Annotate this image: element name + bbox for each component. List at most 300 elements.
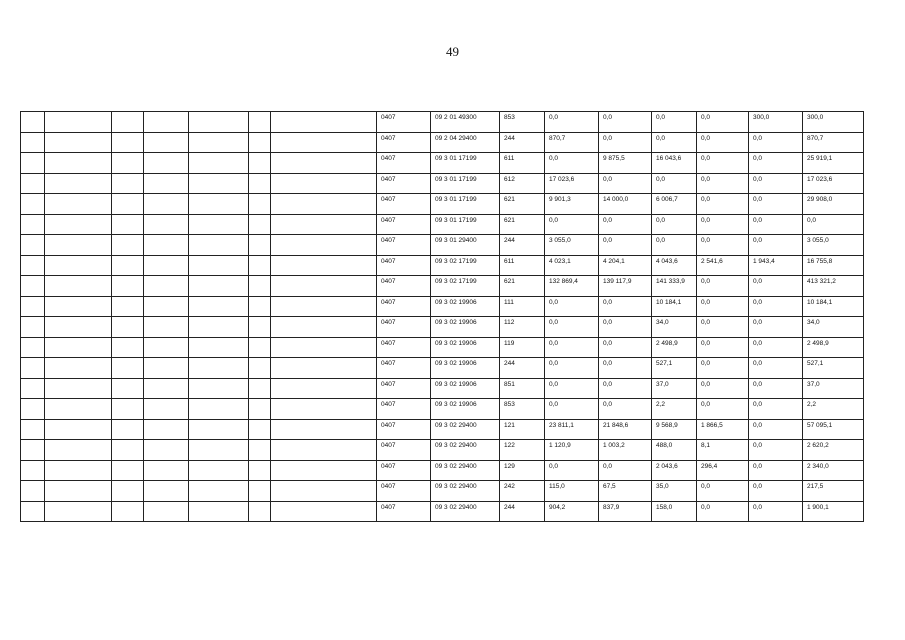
total-cell: 10 184,1 bbox=[803, 296, 864, 317]
expense-type-cell: 611 bbox=[500, 153, 545, 174]
total-cell: 0,0 bbox=[803, 214, 864, 235]
year-3-cell: 2 498,9 bbox=[652, 337, 697, 358]
target-article-cell: 09 3 01 17199 bbox=[431, 173, 500, 194]
empty-cell bbox=[21, 481, 45, 502]
total-cell: 1 900,1 bbox=[803, 501, 864, 522]
empty-cell bbox=[21, 235, 45, 256]
empty-cell bbox=[112, 358, 144, 379]
table-row bbox=[21, 194, 864, 215]
empty-cell bbox=[249, 337, 271, 358]
year-1-cell: 1 120,9 bbox=[545, 440, 599, 461]
expense-type-cell: 242 bbox=[500, 481, 545, 502]
total-cell: 16 755,8 bbox=[803, 255, 864, 276]
expense-type-cell: 244 bbox=[500, 501, 545, 522]
year-5-cell: 0,0 bbox=[749, 194, 803, 215]
section-code-cell: 0407 bbox=[377, 419, 431, 440]
year-4-cell: 296,4 bbox=[697, 460, 749, 481]
year-3-cell: 2 043,6 bbox=[652, 460, 697, 481]
empty-cell bbox=[45, 501, 112, 522]
year-1-cell: 132 869,4 bbox=[545, 276, 599, 297]
year-2-cell: 0,0 bbox=[599, 317, 652, 338]
year-3-cell: 0,0 bbox=[652, 112, 697, 133]
expense-type-cell: 621 bbox=[500, 194, 545, 215]
empty-cell bbox=[249, 460, 271, 481]
total-cell: 17 023,6 bbox=[803, 173, 864, 194]
target-article-cell: 09 3 01 17199 bbox=[431, 194, 500, 215]
year-4-cell: 0,0 bbox=[697, 481, 749, 502]
empty-cell bbox=[271, 501, 377, 522]
empty-cell bbox=[271, 337, 377, 358]
empty-cell bbox=[112, 255, 144, 276]
empty-cell bbox=[45, 337, 112, 358]
empty-cell bbox=[45, 296, 112, 317]
target-article-cell: 09 3 02 17199 bbox=[431, 276, 500, 297]
total-cell: 217,5 bbox=[803, 481, 864, 502]
target-article-cell: 09 3 02 19906 bbox=[431, 399, 500, 420]
empty-cell bbox=[189, 214, 249, 235]
empty-cell bbox=[45, 276, 112, 297]
expense-type-cell: 111 bbox=[500, 296, 545, 317]
empty-cell bbox=[45, 317, 112, 338]
year-4-cell: 0,0 bbox=[697, 501, 749, 522]
empty-cell bbox=[112, 276, 144, 297]
empty-cell bbox=[21, 194, 45, 215]
empty-cell bbox=[45, 440, 112, 461]
empty-cell bbox=[271, 481, 377, 502]
table-row bbox=[21, 132, 864, 153]
empty-cell bbox=[144, 501, 189, 522]
empty-cell bbox=[21, 153, 45, 174]
target-article-cell: 09 3 02 19906 bbox=[431, 358, 500, 379]
empty-cell bbox=[271, 460, 377, 481]
empty-cell bbox=[144, 378, 189, 399]
target-article-cell: 09 3 02 29400 bbox=[431, 481, 500, 502]
empty-cell bbox=[21, 358, 45, 379]
table-row bbox=[21, 235, 864, 256]
year-5-cell: 0,0 bbox=[749, 378, 803, 399]
empty-cell bbox=[45, 214, 112, 235]
year-1-cell: 17 023,6 bbox=[545, 173, 599, 194]
empty-cell bbox=[271, 214, 377, 235]
empty-cell bbox=[112, 440, 144, 461]
year-2-cell: 0,0 bbox=[599, 358, 652, 379]
year-4-cell: 0,0 bbox=[697, 214, 749, 235]
expense-type-cell: 612 bbox=[500, 173, 545, 194]
year-2-cell: 4 204,1 bbox=[599, 255, 652, 276]
empty-cell bbox=[249, 501, 271, 522]
year-5-cell: 0,0 bbox=[749, 358, 803, 379]
total-cell: 37,0 bbox=[803, 378, 864, 399]
table-row bbox=[21, 173, 864, 194]
year-2-cell: 0,0 bbox=[599, 173, 652, 194]
target-article-cell: 09 3 02 29400 bbox=[431, 440, 500, 461]
year-1-cell: 23 811,1 bbox=[545, 419, 599, 440]
target-article-cell: 09 2 04 29400 bbox=[431, 132, 500, 153]
empty-cell bbox=[45, 378, 112, 399]
empty-cell bbox=[45, 399, 112, 420]
empty-cell bbox=[189, 419, 249, 440]
budget-table bbox=[20, 111, 864, 522]
empty-cell bbox=[249, 173, 271, 194]
empty-cell bbox=[271, 173, 377, 194]
empty-cell bbox=[21, 460, 45, 481]
expense-type-cell: 621 bbox=[500, 214, 545, 235]
year-2-cell: 0,0 bbox=[599, 296, 652, 317]
table-row bbox=[21, 112, 864, 133]
empty-cell bbox=[271, 276, 377, 297]
year-3-cell: 34,0 bbox=[652, 317, 697, 338]
expense-type-cell: 611 bbox=[500, 255, 545, 276]
empty-cell bbox=[271, 194, 377, 215]
section-code-cell: 0407 bbox=[377, 296, 431, 317]
year-2-cell: 0,0 bbox=[599, 235, 652, 256]
table-row bbox=[21, 214, 864, 235]
section-code-cell: 0407 bbox=[377, 399, 431, 420]
year-1-cell: 9 901,3 bbox=[545, 194, 599, 215]
section-code-cell: 0407 bbox=[377, 173, 431, 194]
year-1-cell: 0,0 bbox=[545, 112, 599, 133]
empty-cell bbox=[189, 337, 249, 358]
year-2-cell: 0,0 bbox=[599, 378, 652, 399]
year-3-cell: 10 184,1 bbox=[652, 296, 697, 317]
empty-cell bbox=[189, 460, 249, 481]
empty-cell bbox=[189, 317, 249, 338]
empty-cell bbox=[249, 419, 271, 440]
empty-cell bbox=[144, 255, 189, 276]
empty-cell bbox=[21, 337, 45, 358]
expense-type-cell: 122 bbox=[500, 440, 545, 461]
year-2-cell: 21 848,6 bbox=[599, 419, 652, 440]
empty-cell bbox=[189, 399, 249, 420]
year-3-cell: 0,0 bbox=[652, 173, 697, 194]
empty-cell bbox=[189, 358, 249, 379]
year-1-cell: 0,0 bbox=[545, 337, 599, 358]
year-3-cell: 0,0 bbox=[652, 214, 697, 235]
year-1-cell: 0,0 bbox=[545, 399, 599, 420]
year-2-cell: 0,0 bbox=[599, 112, 652, 133]
year-4-cell: 0,0 bbox=[697, 132, 749, 153]
empty-cell bbox=[189, 296, 249, 317]
empty-cell bbox=[45, 173, 112, 194]
empty-cell bbox=[144, 296, 189, 317]
empty-cell bbox=[21, 132, 45, 153]
empty-cell bbox=[271, 317, 377, 338]
empty-cell bbox=[249, 296, 271, 317]
empty-cell bbox=[112, 235, 144, 256]
total-cell: 2 620,2 bbox=[803, 440, 864, 461]
empty-cell bbox=[21, 173, 45, 194]
year-1-cell: 0,0 bbox=[545, 378, 599, 399]
empty-cell bbox=[21, 419, 45, 440]
empty-cell bbox=[144, 173, 189, 194]
year-5-cell: 0,0 bbox=[749, 481, 803, 502]
year-4-cell: 0,0 bbox=[697, 337, 749, 358]
expense-type-cell: 853 bbox=[500, 399, 545, 420]
year-2-cell: 0,0 bbox=[599, 399, 652, 420]
empty-cell bbox=[21, 276, 45, 297]
empty-cell bbox=[45, 460, 112, 481]
year-4-cell: 0,0 bbox=[697, 276, 749, 297]
year-1-cell: 870,7 bbox=[545, 132, 599, 153]
year-5-cell: 0,0 bbox=[749, 214, 803, 235]
year-1-cell: 0,0 bbox=[545, 317, 599, 338]
empty-cell bbox=[144, 440, 189, 461]
target-article-cell: 09 3 02 17199 bbox=[431, 255, 500, 276]
year-2-cell: 1 003,2 bbox=[599, 440, 652, 461]
year-4-cell: 0,0 bbox=[697, 153, 749, 174]
section-code-cell: 0407 bbox=[377, 440, 431, 461]
empty-cell bbox=[271, 419, 377, 440]
table-row bbox=[21, 296, 864, 317]
empty-cell bbox=[144, 235, 189, 256]
year-1-cell: 0,0 bbox=[545, 214, 599, 235]
empty-cell bbox=[112, 317, 144, 338]
empty-cell bbox=[45, 235, 112, 256]
year-4-cell: 0,0 bbox=[697, 317, 749, 338]
empty-cell bbox=[21, 317, 45, 338]
year-1-cell: 0,0 bbox=[545, 296, 599, 317]
year-1-cell: 0,0 bbox=[545, 460, 599, 481]
empty-cell bbox=[144, 317, 189, 338]
empty-cell bbox=[271, 235, 377, 256]
year-4-cell: 0,0 bbox=[697, 194, 749, 215]
empty-cell bbox=[144, 460, 189, 481]
year-1-cell: 904,2 bbox=[545, 501, 599, 522]
year-2-cell: 9 875,5 bbox=[599, 153, 652, 174]
year-4-cell: 2 541,6 bbox=[697, 255, 749, 276]
table-row bbox=[21, 501, 864, 522]
empty-cell bbox=[249, 378, 271, 399]
table-row bbox=[21, 460, 864, 481]
year-5-cell: 0,0 bbox=[749, 501, 803, 522]
empty-cell bbox=[144, 358, 189, 379]
expense-type-cell: 119 bbox=[500, 337, 545, 358]
section-code-cell: 0407 bbox=[377, 337, 431, 358]
year-3-cell: 2,2 bbox=[652, 399, 697, 420]
total-cell: 2,2 bbox=[803, 399, 864, 420]
year-2-cell: 837,9 bbox=[599, 501, 652, 522]
year-5-cell: 0,0 bbox=[749, 296, 803, 317]
empty-cell bbox=[249, 481, 271, 502]
empty-cell bbox=[189, 501, 249, 522]
expense-type-cell: 244 bbox=[500, 235, 545, 256]
year-2-cell: 0,0 bbox=[599, 214, 652, 235]
year-5-cell: 0,0 bbox=[749, 460, 803, 481]
empty-cell bbox=[144, 194, 189, 215]
empty-cell bbox=[249, 235, 271, 256]
year-4-cell: 8,1 bbox=[697, 440, 749, 461]
year-1-cell: 0,0 bbox=[545, 358, 599, 379]
empty-cell bbox=[144, 337, 189, 358]
section-code-cell: 0407 bbox=[377, 214, 431, 235]
year-5-cell: 300,0 bbox=[749, 112, 803, 133]
empty-cell bbox=[271, 378, 377, 399]
page-number: 49 bbox=[446, 44, 459, 59]
target-article-cell: 09 3 02 29400 bbox=[431, 501, 500, 522]
year-5-cell: 0,0 bbox=[749, 337, 803, 358]
empty-cell bbox=[189, 153, 249, 174]
total-cell: 2 340,0 bbox=[803, 460, 864, 481]
target-article-cell: 09 3 02 29400 bbox=[431, 419, 500, 440]
empty-cell bbox=[21, 399, 45, 420]
empty-cell bbox=[249, 399, 271, 420]
empty-cell bbox=[189, 194, 249, 215]
year-5-cell: 0,0 bbox=[749, 132, 803, 153]
year-5-cell: 1 943,4 bbox=[749, 255, 803, 276]
empty-cell bbox=[144, 153, 189, 174]
total-cell: 29 908,0 bbox=[803, 194, 864, 215]
year-4-cell: 0,0 bbox=[697, 235, 749, 256]
table-row bbox=[21, 440, 864, 461]
section-code-cell: 0407 bbox=[377, 132, 431, 153]
year-2-cell: 67,5 bbox=[599, 481, 652, 502]
year-3-cell: 141 333,9 bbox=[652, 276, 697, 297]
empty-cell bbox=[189, 481, 249, 502]
empty-cell bbox=[144, 214, 189, 235]
empty-cell bbox=[112, 173, 144, 194]
total-cell: 3 055,0 bbox=[803, 235, 864, 256]
year-3-cell: 158,0 bbox=[652, 501, 697, 522]
year-5-cell: 0,0 bbox=[749, 153, 803, 174]
year-3-cell: 37,0 bbox=[652, 378, 697, 399]
target-article-cell: 09 3 01 17199 bbox=[431, 153, 500, 174]
year-4-cell: 0,0 bbox=[697, 296, 749, 317]
empty-cell bbox=[249, 358, 271, 379]
empty-cell bbox=[249, 276, 271, 297]
year-5-cell: 0,0 bbox=[749, 399, 803, 420]
year-4-cell: 0,0 bbox=[697, 173, 749, 194]
empty-cell bbox=[112, 194, 144, 215]
empty-cell bbox=[189, 276, 249, 297]
year-2-cell: 0,0 bbox=[599, 132, 652, 153]
target-article-cell: 09 2 01 49300 bbox=[431, 112, 500, 133]
empty-cell bbox=[144, 481, 189, 502]
empty-cell bbox=[271, 358, 377, 379]
empty-cell bbox=[271, 440, 377, 461]
section-code-cell: 0407 bbox=[377, 112, 431, 133]
expense-type-cell: 121 bbox=[500, 419, 545, 440]
empty-cell bbox=[144, 399, 189, 420]
empty-cell bbox=[249, 194, 271, 215]
section-code-cell: 0407 bbox=[377, 501, 431, 522]
empty-cell bbox=[249, 440, 271, 461]
empty-cell bbox=[45, 132, 112, 153]
empty-cell bbox=[45, 153, 112, 174]
empty-cell bbox=[21, 214, 45, 235]
year-5-cell: 0,0 bbox=[749, 440, 803, 461]
table-row bbox=[21, 276, 864, 297]
empty-cell bbox=[112, 419, 144, 440]
table-row bbox=[21, 153, 864, 174]
section-code-cell: 0407 bbox=[377, 235, 431, 256]
empty-cell bbox=[249, 112, 271, 133]
year-2-cell: 0,0 bbox=[599, 337, 652, 358]
expense-type-cell: 851 bbox=[500, 378, 545, 399]
empty-cell bbox=[271, 399, 377, 420]
section-code-cell: 0407 bbox=[377, 378, 431, 399]
empty-cell bbox=[45, 358, 112, 379]
year-3-cell: 35,0 bbox=[652, 481, 697, 502]
total-cell: 870,7 bbox=[803, 132, 864, 153]
table-row bbox=[21, 255, 864, 276]
target-article-cell: 09 3 02 19906 bbox=[431, 296, 500, 317]
target-article-cell: 09 3 02 19906 bbox=[431, 337, 500, 358]
year-3-cell: 6 006,7 bbox=[652, 194, 697, 215]
expense-type-cell: 129 bbox=[500, 460, 545, 481]
empty-cell bbox=[271, 296, 377, 317]
expense-type-cell: 244 bbox=[500, 358, 545, 379]
empty-cell bbox=[271, 132, 377, 153]
empty-cell bbox=[271, 112, 377, 133]
empty-cell bbox=[112, 460, 144, 481]
section-code-cell: 0407 bbox=[377, 481, 431, 502]
table-row bbox=[21, 481, 864, 502]
empty-cell bbox=[189, 132, 249, 153]
empty-cell bbox=[21, 501, 45, 522]
target-article-cell: 09 3 01 29400 bbox=[431, 235, 500, 256]
empty-cell bbox=[249, 317, 271, 338]
year-5-cell: 0,0 bbox=[749, 235, 803, 256]
section-code-cell: 0407 bbox=[377, 276, 431, 297]
total-cell: 300,0 bbox=[803, 112, 864, 133]
year-5-cell: 0,0 bbox=[749, 419, 803, 440]
year-5-cell: 0,0 bbox=[749, 173, 803, 194]
year-1-cell: 115,0 bbox=[545, 481, 599, 502]
year-4-cell: 1 866,5 bbox=[697, 419, 749, 440]
empty-cell bbox=[21, 440, 45, 461]
empty-cell bbox=[45, 194, 112, 215]
year-1-cell: 4 023,1 bbox=[545, 255, 599, 276]
year-4-cell: 0,0 bbox=[697, 358, 749, 379]
year-3-cell: 4 043,6 bbox=[652, 255, 697, 276]
expense-type-cell: 853 bbox=[500, 112, 545, 133]
table-row bbox=[21, 399, 864, 420]
expense-type-cell: 621 bbox=[500, 276, 545, 297]
year-2-cell: 0,0 bbox=[599, 460, 652, 481]
year-1-cell: 3 055,0 bbox=[545, 235, 599, 256]
empty-cell bbox=[271, 153, 377, 174]
empty-cell bbox=[189, 235, 249, 256]
section-code-cell: 0407 bbox=[377, 317, 431, 338]
year-3-cell: 488,0 bbox=[652, 440, 697, 461]
empty-cell bbox=[112, 337, 144, 358]
empty-cell bbox=[45, 255, 112, 276]
target-article-cell: 09 3 02 19906 bbox=[431, 378, 500, 399]
table-row bbox=[21, 358, 864, 379]
table-row bbox=[21, 317, 864, 338]
section-code-cell: 0407 bbox=[377, 358, 431, 379]
expense-type-cell: 112 bbox=[500, 317, 545, 338]
year-5-cell: 0,0 bbox=[749, 276, 803, 297]
empty-cell bbox=[112, 214, 144, 235]
total-cell: 57 095,1 bbox=[803, 419, 864, 440]
empty-cell bbox=[189, 255, 249, 276]
table-body bbox=[21, 112, 864, 522]
target-article-cell: 09 3 02 19906 bbox=[431, 317, 500, 338]
empty-cell bbox=[112, 132, 144, 153]
total-cell: 413 321,2 bbox=[803, 276, 864, 297]
year-5-cell: 0,0 bbox=[749, 317, 803, 338]
empty-cell bbox=[112, 481, 144, 502]
year-4-cell: 0,0 bbox=[697, 378, 749, 399]
empty-cell bbox=[21, 296, 45, 317]
expense-type-cell: 244 bbox=[500, 132, 545, 153]
empty-cell bbox=[144, 419, 189, 440]
empty-cell bbox=[21, 112, 45, 133]
empty-cell bbox=[45, 419, 112, 440]
empty-cell bbox=[249, 255, 271, 276]
section-code-cell: 0407 bbox=[377, 153, 431, 174]
